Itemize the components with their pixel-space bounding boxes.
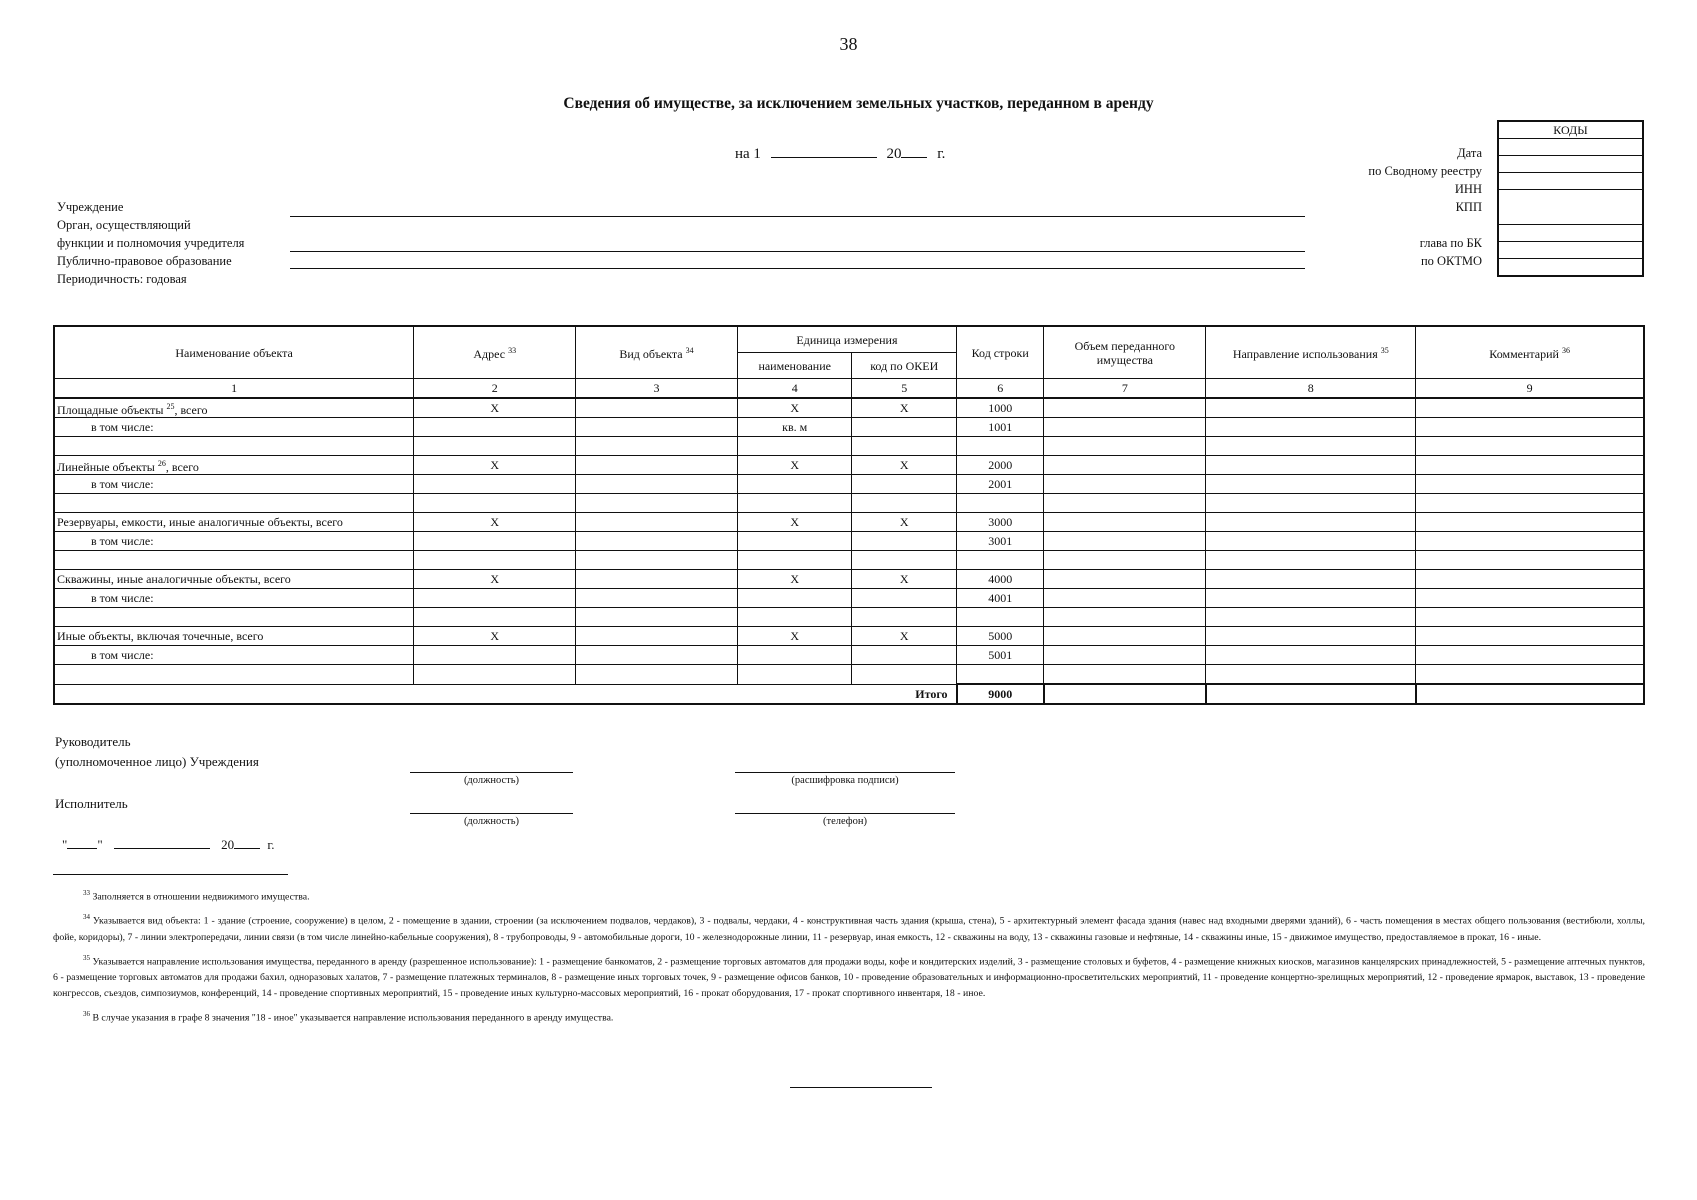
line-code-cell: 1001 bbox=[957, 418, 1044, 437]
okei-cell: X bbox=[852, 456, 957, 475]
object-name: Линейные объекты $^{26}$, всего bbox=[54, 456, 414, 475]
code-bk-cell[interactable] bbox=[1498, 225, 1643, 242]
col-number: 7 bbox=[1044, 379, 1206, 399]
blank-cell[interactable] bbox=[737, 437, 852, 456]
code-inn-cell[interactable] bbox=[1498, 173, 1643, 190]
object-name: Резервуары, емкости, иные аналогичные объекты, всего bbox=[54, 513, 414, 532]
founder-label-line1: Орган, осуществляющий bbox=[57, 218, 191, 232]
head-position-field[interactable] bbox=[410, 772, 573, 773]
report-date-line bbox=[735, 143, 945, 163]
blank-cell[interactable] bbox=[957, 665, 1044, 685]
table-row-blank bbox=[54, 551, 1644, 570]
blank-cell[interactable] bbox=[957, 551, 1044, 570]
footnote-33: $^{33}$ Заполняется в отношении недвижимого имущества. bbox=[83, 889, 310, 903]
direction-cell[interactable] bbox=[1206, 589, 1416, 608]
table-row-group bbox=[54, 627, 1644, 646]
header-comment: Комментарий $^{36}$ bbox=[1416, 326, 1644, 379]
table-row-subtotal bbox=[54, 532, 1644, 551]
unit-name-cell: кв. м bbox=[737, 418, 852, 437]
comment-cell[interactable] bbox=[1416, 475, 1644, 494]
codes-table bbox=[1497, 120, 1644, 277]
date-day-month-field[interactable] bbox=[771, 143, 877, 158]
blank-cell[interactable] bbox=[1416, 437, 1644, 456]
code-extra-cell[interactable] bbox=[1498, 259, 1643, 277]
page-number: 38 bbox=[839, 34, 858, 54]
volume-cell[interactable] bbox=[1044, 627, 1206, 646]
date-year-field[interactable] bbox=[901, 143, 927, 158]
col-number: 3 bbox=[576, 379, 738, 399]
blank-cell[interactable] bbox=[54, 437, 414, 456]
blank-cell[interactable] bbox=[737, 494, 852, 513]
comment-cell[interactable] bbox=[1416, 418, 1644, 437]
address-cell[interactable] bbox=[414, 475, 576, 494]
line-code-cell: 5000 bbox=[957, 627, 1044, 646]
object-name: Скважины, иные аналогичные объекты, всего bbox=[54, 570, 414, 589]
volume-cell[interactable] bbox=[1044, 398, 1206, 418]
volume-cell[interactable] bbox=[1044, 646, 1206, 665]
col-number: 2 bbox=[414, 379, 576, 399]
page-title: Сведения об имуществе, за исключением земельных участков, переданном в аренду bbox=[563, 95, 1154, 112]
blank-cell[interactable] bbox=[1206, 494, 1416, 513]
address-cell: X bbox=[414, 513, 576, 532]
public-entity-label: Публично-правовое образование bbox=[57, 254, 232, 268]
line-code-cell: 1000 bbox=[957, 398, 1044, 418]
volume-cell[interactable] bbox=[1044, 532, 1206, 551]
blank-cell[interactable] bbox=[1206, 551, 1416, 570]
date-year-prefix: 20 bbox=[886, 146, 902, 162]
col-number: 6 bbox=[957, 379, 1044, 399]
col-number: 1 bbox=[54, 379, 414, 399]
unit-name-cell bbox=[737, 532, 852, 551]
type-cell[interactable] bbox=[576, 513, 738, 532]
line-code-cell: 2001 bbox=[957, 475, 1044, 494]
okei-cell[interactable] bbox=[852, 475, 957, 494]
code-registry-cell[interactable] bbox=[1498, 156, 1643, 173]
blank-cell[interactable] bbox=[957, 608, 1044, 627]
blank-cell[interactable] bbox=[414, 608, 576, 627]
okei-cell: X bbox=[852, 513, 957, 532]
blank-cell[interactable] bbox=[576, 437, 738, 456]
okei-cell: X bbox=[852, 627, 957, 646]
direction-cell[interactable] bbox=[1206, 532, 1416, 551]
code-kpp-cell[interactable] bbox=[1498, 190, 1643, 225]
blank-cell[interactable] bbox=[852, 437, 957, 456]
col-number: 9 bbox=[1416, 379, 1644, 399]
codes-label-inn: ИНН bbox=[1454, 182, 1482, 196]
sub-label: в том числе: bbox=[54, 475, 414, 494]
col-number: 4 bbox=[737, 379, 852, 399]
total-label-cell bbox=[54, 684, 957, 704]
sub-label: в том числе: bbox=[54, 589, 414, 608]
unit-name-cell bbox=[737, 646, 852, 665]
blank-cell[interactable] bbox=[1044, 665, 1206, 685]
end-separator bbox=[790, 1087, 932, 1088]
okei-cell: X bbox=[852, 398, 957, 418]
blank-cell[interactable] bbox=[852, 665, 957, 685]
header-volume: Объем переданного имущества bbox=[1044, 326, 1206, 379]
volume-cell[interactable] bbox=[1044, 513, 1206, 532]
blank-cell[interactable] bbox=[852, 551, 957, 570]
type-cell[interactable] bbox=[576, 398, 738, 418]
blank-cell[interactable] bbox=[414, 551, 576, 570]
codes-title: КОДЫ bbox=[1498, 121, 1643, 139]
direction-cell[interactable] bbox=[1206, 570, 1416, 589]
head-label-line1: Руководитель bbox=[55, 734, 131, 749]
blank-cell[interactable] bbox=[576, 551, 738, 570]
address-cell: X bbox=[414, 456, 576, 475]
blank-cell[interactable] bbox=[576, 665, 738, 685]
founder-field[interactable] bbox=[290, 251, 1305, 252]
comment-cell[interactable] bbox=[1416, 456, 1644, 475]
line-code-cell: 5001 bbox=[957, 646, 1044, 665]
executor-label: Исполнитель bbox=[55, 796, 128, 811]
direction-cell[interactable] bbox=[1206, 627, 1416, 646]
founder-label-line2: функции и полномочия учредителя bbox=[57, 236, 245, 250]
comment-cell[interactable] bbox=[1416, 570, 1644, 589]
blank-cell[interactable] bbox=[852, 494, 957, 513]
table-row-blank bbox=[54, 494, 1644, 513]
blank-cell[interactable] bbox=[852, 608, 957, 627]
comment-cell[interactable] bbox=[1416, 398, 1644, 418]
blank-cell[interactable] bbox=[1044, 608, 1206, 627]
unit-name-cell: X bbox=[737, 513, 852, 532]
direction-cell[interactable] bbox=[1206, 418, 1416, 437]
type-cell[interactable] bbox=[576, 646, 738, 665]
unit-name-cell: X bbox=[737, 627, 852, 646]
okei-cell[interactable] bbox=[852, 589, 957, 608]
blank-cell[interactable] bbox=[1416, 494, 1644, 513]
address-cell: X bbox=[414, 627, 576, 646]
institution-field[interactable] bbox=[290, 216, 1305, 217]
total-comment-cell[interactable] bbox=[1416, 684, 1644, 704]
blank-cell[interactable] bbox=[576, 494, 738, 513]
sub-label: в том числе: bbox=[54, 646, 414, 665]
institution-label: Учреждение bbox=[57, 200, 124, 214]
line-code-cell: 2000 bbox=[957, 456, 1044, 475]
date-prefix: на 1 bbox=[735, 146, 761, 162]
signature-caption: (расшифровка подписи) bbox=[791, 775, 899, 786]
code-oktmo-cell[interactable] bbox=[1498, 242, 1643, 259]
header-unit-okei: код по ОКЕИ bbox=[852, 353, 957, 379]
codes-label-oktmo: по ОКТМО bbox=[1420, 254, 1482, 268]
volume-cell[interactable] bbox=[1044, 475, 1206, 494]
table-row-blank bbox=[54, 437, 1644, 456]
comment-cell[interactable] bbox=[1416, 589, 1644, 608]
blank-cell[interactable] bbox=[54, 551, 414, 570]
phone-caption: (телефон) bbox=[823, 816, 867, 827]
comment-cell[interactable] bbox=[1416, 532, 1644, 551]
table-row-group bbox=[54, 570, 1644, 589]
sign-day-field[interactable] bbox=[67, 834, 97, 849]
address-cell[interactable] bbox=[414, 589, 576, 608]
blank-cell[interactable] bbox=[1206, 665, 1416, 685]
codes-label-bk: глава по БК bbox=[1419, 236, 1482, 250]
type-cell[interactable] bbox=[576, 456, 738, 475]
volume-cell[interactable] bbox=[1044, 456, 1206, 475]
okei-cell[interactable] bbox=[852, 532, 957, 551]
header-line-code: Код строки bbox=[957, 326, 1044, 379]
sub-label: в том числе: bbox=[54, 532, 414, 551]
line-code-cell: 3001 bbox=[957, 532, 1044, 551]
okei-cell: X bbox=[852, 570, 957, 589]
direction-cell[interactable] bbox=[1206, 398, 1416, 418]
property-table bbox=[53, 325, 1645, 705]
sign-date-line: " " 20 г. bbox=[62, 834, 275, 853]
table-row-subtotal bbox=[54, 646, 1644, 665]
okei-cell[interactable] bbox=[852, 418, 957, 437]
footnote-35: $^{35}$ Указывается направление использования имущества, переданного в аренду (разрешенное использование): 1 - размещение банкоматов, 2 - размещение торговых автоматов для продажи воды, кофе и кондитерских изделий, 3 - размещение столовых и буфетов, 4 - размещение книжных киосков, магазинов канцелярских принадлежностей, 5 - размещение аптечных пунктов, 6 - размещение торговых автоматов для продажи бахил, одноразовых халатов, 7 - размещение платежных терминалов, 8 - размещение иных торговых точек, 9 - размещение офисов банков, 10 - проведение образовательных и информационно-просветительских мероприятий, 11 - проведение концертно-зрелищных мероприятий, 12 - проведение ярмарок, выставок, 13 - проведение конгрессов, съездов, симпозиумов, конференций, 14 - проведение спортивных мероприятий, 15 - проведение иных культурно-массовых мероприятий, 16 - прокат оборудования, 17 - прокат спортивного инвентаря, 18 - иное. bbox=[53, 953, 1645, 999]
blank-cell[interactable] bbox=[414, 665, 576, 685]
address-cell[interactable] bbox=[414, 646, 576, 665]
table-row-subtotal bbox=[54, 475, 1644, 494]
blank-cell[interactable] bbox=[957, 494, 1044, 513]
footnote-34: $^{34}$ Указывается вид объекта: 1 - здание (строение, сооружение) в целом, 2 - помещение в здании, строении (за исключением подвалов, чердаков), 3 - подвалы, чердаки, 4 - конструктивная часть здания (крыша, стена), 5 - архитектурный элемент фасада здания (навес над входными дверями зданий), 6 - часть помещения в местах общего пользования (вестибюли, холлы, фойе, коридоры), 7 - линии электропередачи, линии связи (в том числе линейно-кабельные сооружения), 8 - трубопроводы, 9 - автомобильные дороги, 10 - железнодорожные линии, 11 - резервуар, иная емкость, 12 - скважины на воду, 13 - скважины газовые и нефтяные, 14 - скважины иные, 15 - движимое имущество, предоставляемое в прокат, 16 - иные. bbox=[53, 913, 1645, 943]
executor-position-field[interactable] bbox=[410, 813, 573, 814]
address-cell[interactable] bbox=[414, 418, 576, 437]
blank-cell[interactable] bbox=[54, 494, 414, 513]
position-caption-2: (должность) bbox=[463, 816, 520, 827]
blank-cell[interactable] bbox=[1416, 551, 1644, 570]
head-signature-field[interactable] bbox=[735, 772, 955, 773]
comment-cell[interactable] bbox=[1416, 627, 1644, 646]
direction-cell[interactable] bbox=[1206, 456, 1416, 475]
header-address: Адрес $^{33}$ bbox=[414, 326, 576, 379]
table-row-group bbox=[54, 456, 1644, 475]
direction-cell[interactable] bbox=[1206, 513, 1416, 532]
address-cell[interactable] bbox=[414, 532, 576, 551]
blank-cell[interactable] bbox=[737, 608, 852, 627]
sub-label: в том числе: bbox=[54, 418, 414, 437]
unit-name-cell: X bbox=[737, 570, 852, 589]
line-code-cell: 3000 bbox=[957, 513, 1044, 532]
table-row-group bbox=[54, 513, 1644, 532]
header-name: Наименование объекта bbox=[54, 326, 414, 379]
total-volume-cell[interactable] bbox=[1044, 684, 1206, 704]
blank-cell[interactable] bbox=[1044, 494, 1206, 513]
header-type: Вид объекта $^{34}$ bbox=[576, 326, 738, 379]
blank-cell[interactable] bbox=[1416, 608, 1644, 627]
sign-year-field[interactable] bbox=[234, 834, 260, 849]
unit-name-cell bbox=[737, 475, 852, 494]
footnote-separator bbox=[53, 874, 288, 875]
blank-cell[interactable] bbox=[414, 437, 576, 456]
position-caption: (должность) bbox=[463, 775, 520, 786]
blank-cell[interactable] bbox=[576, 608, 738, 627]
blank-cell[interactable] bbox=[1416, 665, 1644, 685]
comment-cell[interactable] bbox=[1416, 646, 1644, 665]
line-code-cell: 4000 bbox=[957, 570, 1044, 589]
code-date-cell[interactable] bbox=[1498, 139, 1643, 156]
blank-cell[interactable] bbox=[737, 665, 852, 685]
executor-phone-field[interactable] bbox=[735, 813, 955, 814]
table-row-subtotal bbox=[54, 589, 1644, 608]
volume-cell[interactable] bbox=[1044, 589, 1206, 608]
footnote-36: $^{36}$ В случае указания в графе 8 значения "18 - иное" указывается направление использования переданного в аренду имущества. bbox=[83, 1009, 614, 1024]
blank-cell[interactable] bbox=[957, 437, 1044, 456]
table-row-blank bbox=[54, 665, 1644, 685]
unit-name-cell bbox=[737, 589, 852, 608]
blank-cell[interactable] bbox=[737, 551, 852, 570]
line-code-cell: 4001 bbox=[957, 589, 1044, 608]
date-suffix: г. bbox=[937, 146, 946, 162]
direction-cell[interactable] bbox=[1206, 475, 1416, 494]
address-cell: X bbox=[414, 398, 576, 418]
codes-label-kpp: КПП bbox=[1455, 200, 1482, 214]
type-cell[interactable] bbox=[576, 589, 738, 608]
total-label: Итого bbox=[915, 686, 948, 701]
header-unit-name: наименование bbox=[737, 353, 852, 379]
blank-cell[interactable] bbox=[1044, 551, 1206, 570]
codes-label-registry: по Сводному реестру bbox=[1368, 164, 1482, 178]
object-name: Площадные объекты $^{25}$, всего bbox=[54, 398, 414, 418]
volume-cell[interactable] bbox=[1044, 418, 1206, 437]
type-cell[interactable] bbox=[576, 532, 738, 551]
type-cell[interactable] bbox=[576, 570, 738, 589]
total-code: 9000 bbox=[957, 684, 1044, 704]
col-number: 5 bbox=[852, 379, 957, 399]
direction-cell[interactable] bbox=[1206, 646, 1416, 665]
type-cell[interactable] bbox=[576, 475, 738, 494]
okei-cell[interactable] bbox=[852, 646, 957, 665]
periodicity-label: Периодичность: годовая bbox=[57, 272, 187, 286]
codes-label-date: Дата bbox=[1457, 146, 1482, 160]
footnotes bbox=[53, 885, 1645, 1026]
address-cell: X bbox=[414, 570, 576, 589]
table-row-blank bbox=[54, 608, 1644, 627]
unit-name-cell: X bbox=[737, 456, 852, 475]
blank-cell[interactable] bbox=[1206, 437, 1416, 456]
header-direction: Направление использования $^{35}$ bbox=[1206, 326, 1416, 379]
public-entity-field[interactable] bbox=[290, 268, 1305, 269]
blank-cell[interactable] bbox=[1044, 437, 1206, 456]
sign-month-field[interactable] bbox=[114, 834, 210, 849]
table-row-group bbox=[54, 398, 1644, 418]
head-label-line2: (уполномоченное лицо) Учреждения bbox=[55, 754, 259, 769]
volume-cell[interactable] bbox=[1044, 570, 1206, 589]
header-unit: Единица измерения bbox=[737, 326, 956, 353]
total-direction-cell[interactable] bbox=[1206, 684, 1416, 704]
col-number: 8 bbox=[1206, 379, 1416, 399]
blank-cell[interactable] bbox=[54, 608, 414, 627]
blank-cell[interactable] bbox=[54, 665, 414, 685]
unit-name-cell: X bbox=[737, 398, 852, 418]
comment-cell[interactable] bbox=[1416, 513, 1644, 532]
table-row-subtotal bbox=[54, 418, 1644, 437]
blank-cell[interactable] bbox=[414, 494, 576, 513]
object-name: Иные объекты, включая точечные, всего bbox=[54, 627, 414, 646]
type-cell[interactable] bbox=[576, 418, 738, 437]
type-cell[interactable] bbox=[576, 627, 738, 646]
blank-cell[interactable] bbox=[1206, 608, 1416, 627]
